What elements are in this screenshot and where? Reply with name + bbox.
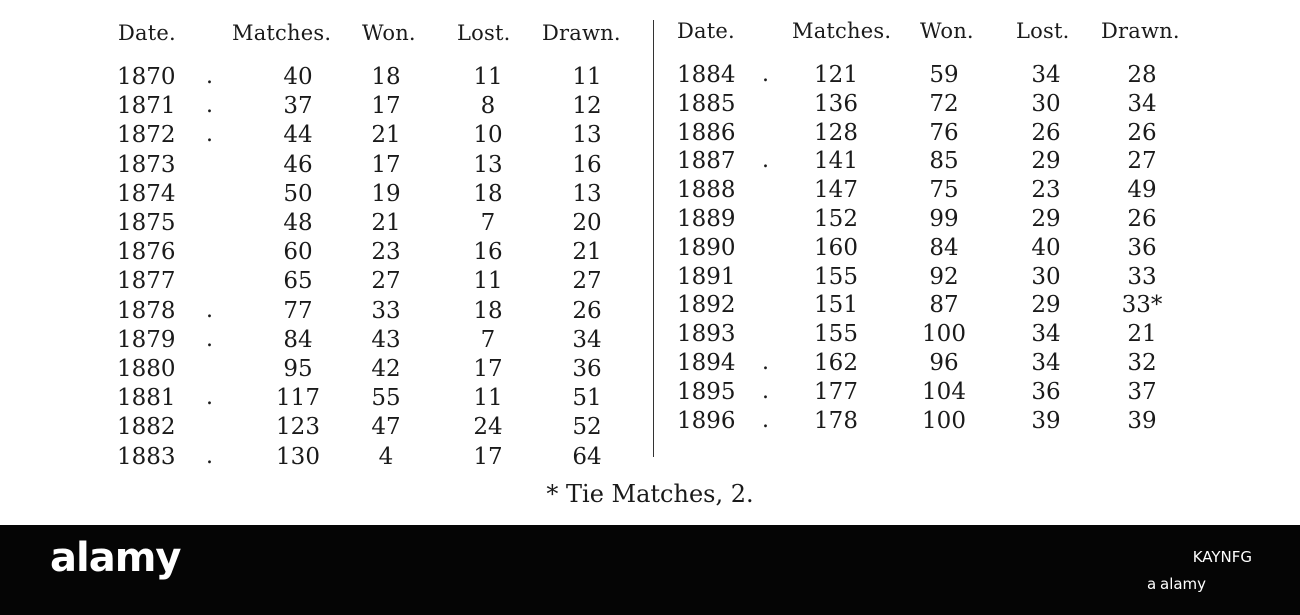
watermark-banner [0,525,1300,615]
cell-matches: 128 [814,119,858,146]
cell-lost: 34 [1031,321,1061,348]
cell-date: 1877 [117,268,176,295]
cell-drawn: 37 [1127,378,1157,405]
header-won: Won. [362,21,416,45]
leader-dot: . [206,385,213,411]
footnote: * Tie Matches, 2. [546,480,754,508]
cell-won: 42 [371,356,401,382]
cell-won: 75 [929,177,959,204]
cell-date: 1876 [117,239,176,266]
cell-lost: 36 [1031,378,1061,405]
cell-matches: 60 [283,239,313,266]
cell-lost: 34 [1031,350,1061,376]
cell-date: 1874 [117,180,176,207]
cell-matches: 136 [814,90,858,117]
cell-lost: 40 [1031,234,1061,261]
cell-lost: 16 [473,239,503,266]
cell-won: 96 [929,350,959,376]
cell-won: 76 [929,119,959,146]
cell-lost: 17 [473,356,503,382]
cell-won: 18 [371,64,401,90]
watermark-text-alamy: alamy [1160,575,1207,593]
header-won: Won. [920,19,974,43]
cell-drawn: 26 [1127,206,1157,232]
cell-drawn: 49 [1127,177,1157,204]
cell-lost: 7 [480,210,496,236]
header-drawn: Drawn. [1101,19,1180,43]
header-lost: Lost. [457,21,511,45]
leader-dot: . [762,407,769,433]
leader-dot: . [206,443,213,469]
cell-lost: 34 [1031,62,1061,88]
leader-dot: . [762,378,769,404]
cell-matches: 130 [276,443,320,470]
cell-drawn: 36 [572,356,602,382]
cell-drawn: 33 [1127,263,1157,290]
cell-drawn: 20 [572,210,602,236]
cell-matches: 65 [283,268,313,295]
leader-dot: . [762,148,769,174]
cell-lost: 18 [473,297,503,324]
cell-date: 1894 [677,350,736,376]
cell-date: 1891 [677,263,736,290]
leader-dot: . [206,326,213,352]
cell-lost: 23 [1031,177,1061,204]
cell-lost: 29 [1031,206,1061,232]
cell-drawn: 21 [572,239,602,266]
cell-lost: 24 [473,414,503,441]
cell-drawn: 34 [572,326,602,353]
cell-won: 17 [371,151,401,178]
header-matches: Matches. [792,19,892,43]
cell-drawn: 36 [1127,234,1157,261]
cell-lost: 26 [1031,119,1061,146]
cell-lost: 7 [480,326,496,353]
cell-won: 100 [922,321,966,348]
cell-matches: 151 [814,292,858,319]
cell-drawn: 13 [572,122,602,149]
cell-matches: 77 [283,297,313,324]
cell-date: 1879 [117,326,176,353]
cell-matches: 155 [814,321,858,348]
cell-won: 17 [371,93,401,120]
cell-lost: 11 [473,385,503,412]
cell-drawn: 26 [1127,119,1157,146]
cell-matches: 84 [283,326,313,353]
cell-drawn: 39 [1127,407,1157,434]
cell-drawn: 33* [1121,292,1163,319]
watermark-text-a: a [1147,575,1157,593]
cell-matches: 147 [814,177,858,204]
cell-date: 1871 [117,93,176,120]
cell-won: 33 [371,297,401,324]
leader-dot: . [206,64,213,89]
cell-won: 23 [371,239,401,266]
cell-matches: 121 [814,62,858,88]
column-divider [653,20,654,457]
cell-won: 21 [371,210,401,236]
header-date: Date. [118,21,176,45]
cell-lost: 30 [1031,263,1061,290]
cell-drawn: 34 [1127,90,1157,117]
cell-drawn: 21 [1127,321,1157,348]
leader-dot: . [206,297,213,323]
alamy-logo: alamy [50,535,181,581]
header-matches: Matches. [232,21,332,45]
header-drawn: Drawn. [542,21,621,45]
cell-date: 1878 [117,297,176,324]
cell-matches: 48 [283,210,313,236]
cell-date: 1895 [677,378,736,405]
cell-drawn: 28 [1127,62,1157,88]
cell-date: 1888 [677,177,736,204]
cell-lost: 11 [473,268,503,295]
cell-lost: 18 [473,180,503,207]
cell-matches: 95 [283,356,313,382]
leader-dot: . [762,62,769,87]
cell-matches: 123 [276,414,320,441]
cell-matches: 44 [283,122,313,149]
leader-dot: . [206,122,213,148]
cell-won: 4 [378,443,394,470]
cell-date: 1890 [677,234,736,261]
cell-won: 92 [929,263,959,290]
cell-lost: 8 [480,93,496,120]
cell-drawn: 51 [572,385,602,412]
cell-won: 59 [929,62,959,88]
cell-matches: 177 [814,378,858,405]
cell-matches: 50 [283,180,313,207]
cell-date: 1893 [677,321,736,348]
cell-drawn: 52 [572,414,602,441]
cell-date: 1870 [117,64,176,90]
cell-date: 1882 [117,414,176,441]
cell-date: 1873 [117,151,176,178]
cell-matches: 117 [276,385,320,412]
cell-drawn: 27 [572,268,602,295]
cell-lost: 29 [1031,148,1061,175]
cell-won: 100 [922,407,966,434]
cell-won: 84 [929,234,959,261]
leader-dot: . [762,350,769,375]
cell-won: 43 [371,326,401,353]
cell-matches: 141 [814,148,858,175]
cell-matches: 160 [814,234,858,261]
cell-drawn: 11 [572,64,602,90]
cell-drawn: 13 [572,180,602,207]
cell-date: 1872 [117,122,176,149]
cell-matches: 152 [814,206,858,232]
cell-drawn: 64 [572,443,602,470]
cell-matches: 46 [283,151,313,178]
cell-date: 1881 [117,385,176,412]
cell-matches: 37 [283,93,313,120]
cell-drawn: 12 [572,93,602,120]
cell-date: 1884 [677,62,736,88]
cell-lost: 17 [473,443,503,470]
cell-lost: 39 [1031,407,1061,434]
cell-lost: 11 [473,64,503,90]
cell-date: 1887 [677,148,736,175]
cell-drawn: 27 [1127,148,1157,175]
cell-date: 1875 [117,210,176,236]
cell-matches: 155 [814,263,858,290]
cell-won: 47 [371,414,401,441]
cell-won: 104 [922,378,966,405]
cell-won: 27 [371,268,401,295]
cell-date: 1883 [117,443,176,470]
cell-won: 72 [929,90,959,117]
cell-date: 1885 [677,90,736,117]
cell-won: 55 [371,385,401,412]
header-date: Date. [677,19,735,43]
cell-won: 87 [929,292,959,319]
cell-date: 1886 [677,119,736,146]
cell-lost: 13 [473,151,503,178]
cell-won: 99 [929,206,959,232]
cell-drawn: 16 [572,151,602,178]
cell-lost: 10 [473,122,503,149]
cell-matches: 178 [814,407,858,434]
cell-won: 19 [371,180,401,207]
cell-won: 85 [929,148,959,175]
cell-won: 21 [371,122,401,149]
cell-matches: 162 [814,350,858,376]
cell-lost: 29 [1031,292,1061,319]
cell-matches: 40 [283,64,313,90]
cell-lost: 30 [1031,90,1061,117]
cell-drawn: 26 [572,297,602,324]
cell-date: 1889 [677,206,736,232]
cell-date: 1896 [677,407,736,434]
image-id: KAYNFG [1192,548,1252,566]
leader-dot: . [206,93,213,119]
cell-drawn: 32 [1127,350,1157,376]
cell-date: 1880 [117,356,176,382]
header-lost: Lost. [1016,19,1070,43]
cell-date: 1892 [677,292,736,319]
